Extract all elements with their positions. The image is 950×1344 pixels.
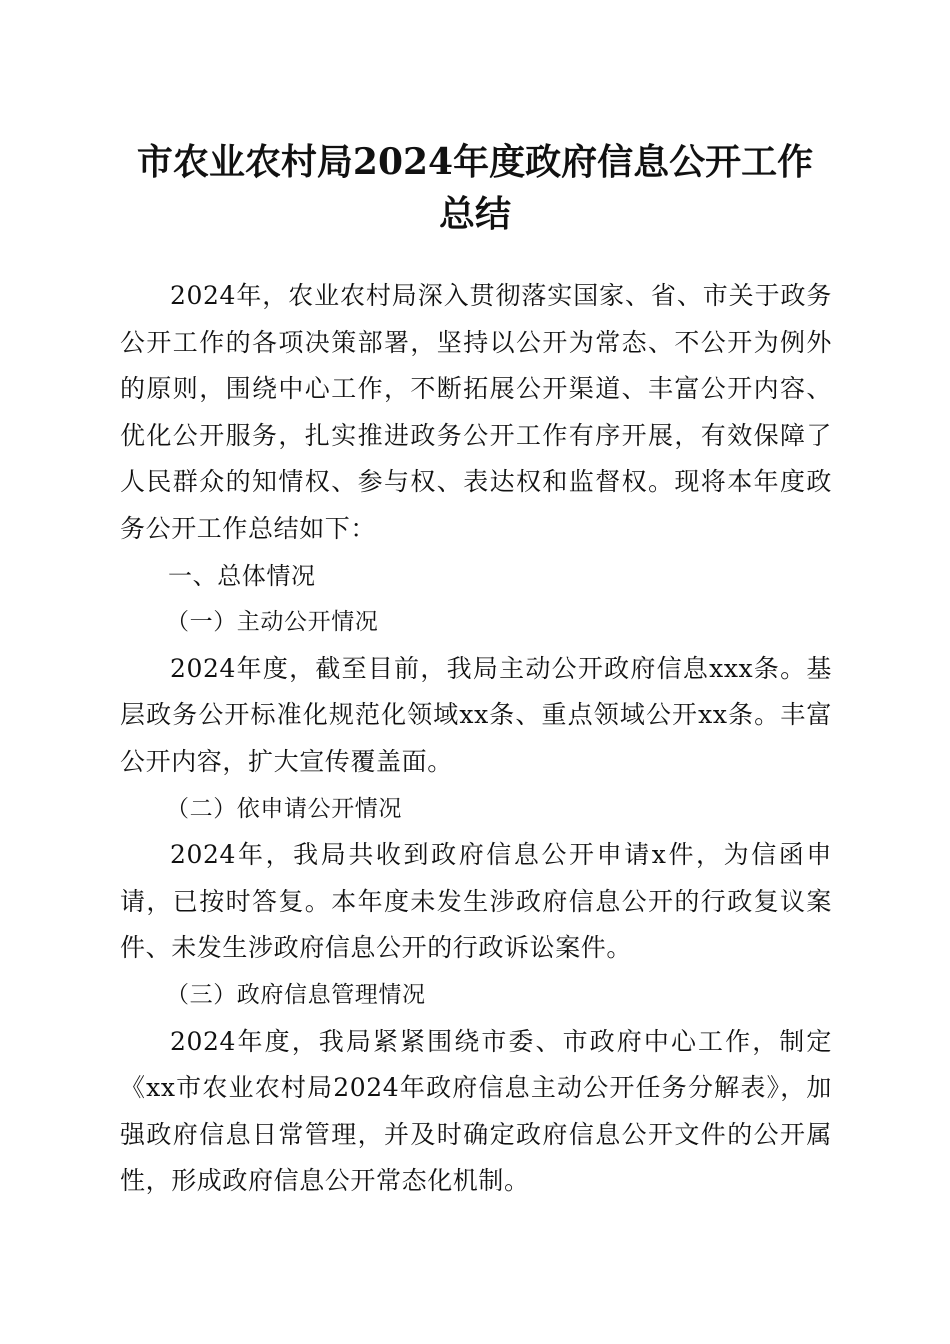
- paragraph-management: 2024年度，我局紧紧围绕市委、市政府中心工作，制定《xx市农业农村局2024年政府信息主动公开任务分解表》，加强政府信息日常管理，并及时确定政府信息公开文件的公开属性，形成政府信息公开常态化机制。: [120, 1026, 832, 1196]
- paragraph-application: 2024年，我局共收到政府信息公开申请x件，为信函申请，已按时答复。本年度未发生涉政府信息公开的行政复议案件、未发生涉政府信息公开的行政诉讼案件。: [120, 840, 832, 963]
- document-body: [120, 273, 832, 1205]
- intro-paragraph: 2024年，农业农村局深入贯彻落实国家、省、市关于政务公开工作的各项决策部署，坚持以公开为常态、不公开为例外的原则，围绕中心工作，不断拓展公开渠道、丰富公开内容、优化公开服务，扎实推进政务公开工作有序开展，有效保障了人民群众的知情权、参与权、表达权和监督权。现将本年度政务公开工作总结如下：: [120, 281, 832, 543]
- subsection-heading-application: （二）依申请公开情况: [166, 795, 402, 822]
- subsection-heading-management: （三）政府信息管理情况: [166, 981, 426, 1008]
- section-heading-overall: 一、总体情况: [168, 561, 316, 590]
- subsection-heading-proactive: （一）主动公开情况: [166, 609, 379, 636]
- paragraph-proactive: 2024年度，截至目前，我局主动公开政府信息xxx条。基层政务公开标准化规范化领域xx条、重点领域公开xx条。丰富公开内容，扩大宣传覆盖面。: [120, 653, 832, 776]
- document-title: 市农业农村局2024年度政府信息公开工作总结: [136, 141, 814, 235]
